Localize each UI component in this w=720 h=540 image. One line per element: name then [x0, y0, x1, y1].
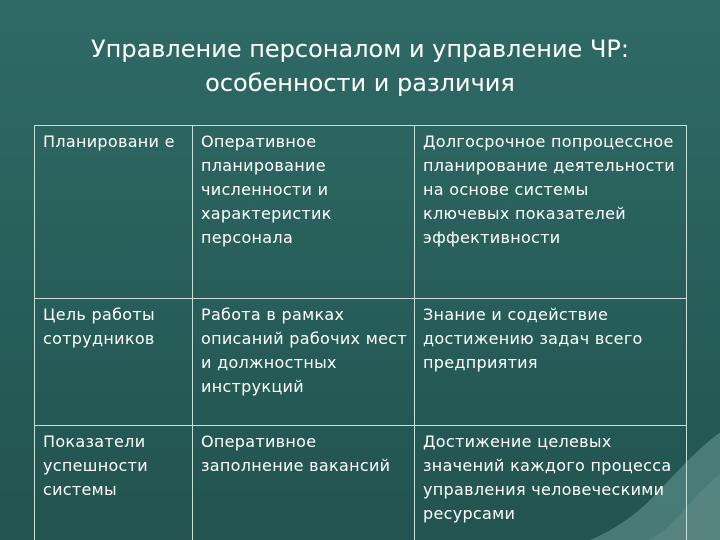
row-label: Цель работы сотрудников	[35, 299, 193, 426]
row-label: Планировани е	[35, 126, 193, 299]
hr-management-cell: Оперативное заполнение вакансий	[193, 426, 415, 540]
table-row	[35, 299, 687, 426]
table-row	[35, 126, 687, 299]
slide-title	[40, 32, 680, 100]
slide-title-line-1: Управление персоналом и управление ЧР:	[91, 35, 629, 63]
hcm-cell: Долгосрочное попроцессное планирование деятельности на основе системы ключевых показателей эффективности	[415, 126, 687, 299]
hcm-cell: Знание и содействие достижению задач всего предприятия	[415, 299, 687, 426]
row-label: Показатели успешности системы	[35, 426, 193, 540]
hr-management-cell: Работа в рамках описаний рабочих мест и должностных инструкций	[193, 299, 415, 426]
hr-management-cell: Оперативное планирование численности и характеристик персонала	[193, 126, 415, 299]
table-row	[35, 426, 687, 540]
hcm-cell: Достижение целевых значений каждого процесса управления человеческими ресурсами	[415, 426, 687, 540]
comparison-table	[34, 125, 687, 540]
slide-title-line-2: особенности и различия	[205, 69, 515, 97]
